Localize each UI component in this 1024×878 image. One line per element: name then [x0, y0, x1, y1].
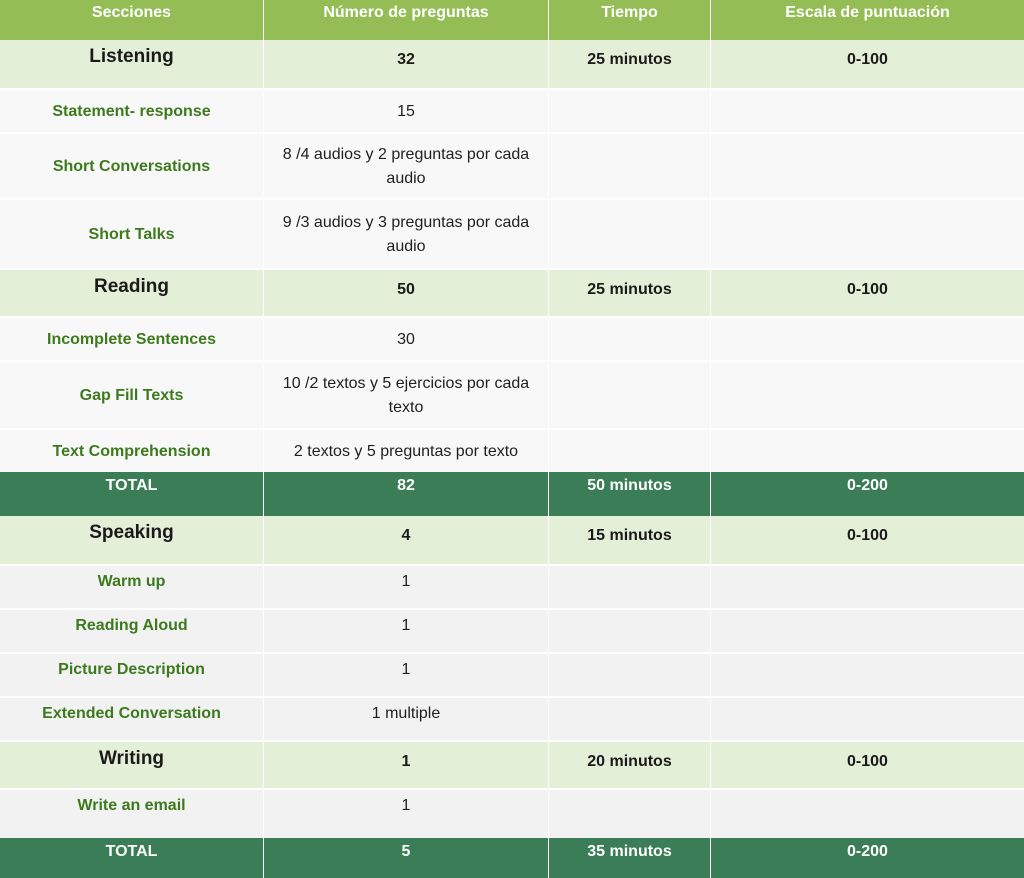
item-name: Extended Conversation — [42, 705, 221, 722]
total-time: 35 minutos — [548, 838, 710, 878]
section-time: 20 minutos — [548, 742, 710, 790]
table-row — [0, 316, 1024, 362]
item-name: Incomplete Sentences — [47, 331, 216, 348]
section-name: Listening — [89, 46, 174, 67]
section-questions: 50 — [263, 270, 548, 318]
total-row-1 — [0, 472, 1024, 516]
table-header — [0, 0, 1024, 40]
total-questions: 5 — [263, 838, 548, 878]
total-label: TOTAL — [105, 477, 158, 494]
section-time: 25 minutos — [548, 40, 710, 88]
item-name: Write an email — [77, 797, 186, 814]
table-row — [0, 696, 1024, 742]
item-name: Warm up — [97, 573, 166, 590]
section-questions: 4 — [263, 516, 548, 564]
item-name: Text Comprehension — [52, 443, 211, 460]
item-name: Statement- response — [52, 103, 211, 120]
section-row-speaking — [0, 516, 1024, 564]
table-row — [0, 652, 1024, 698]
item-questions: 2 textos y 5 preguntas por texto — [263, 430, 548, 474]
section-row-listening — [0, 40, 1024, 88]
item-questions: 9 /3 audios y 3 preguntas por cada audio — [263, 200, 548, 270]
table-row — [0, 608, 1024, 654]
header-escala: Escala de puntuación — [710, 0, 1024, 40]
item-questions: 8 /4 audios y 2 preguntas por cada audio — [263, 134, 548, 200]
item-name: Reading Aloud — [75, 617, 188, 634]
section-name: Writing — [98, 748, 165, 769]
section-time: 25 minutos — [548, 270, 710, 318]
table-row — [0, 428, 1024, 474]
header-secciones: Secciones — [91, 4, 172, 21]
section-row-writing — [0, 740, 1024, 790]
item-name: Picture Description — [58, 661, 205, 678]
section-scale: 0-100 — [710, 516, 1024, 564]
section-name: Speaking — [89, 522, 174, 543]
item-questions: 10 /2 textos y 5 ejercicios por cada texto — [263, 362, 548, 430]
item-questions: 15 — [263, 90, 548, 134]
total-row-2 — [0, 838, 1024, 878]
total-scale: 0-200 — [710, 838, 1024, 878]
table-row — [0, 88, 1024, 134]
item-name: Gap Fill Texts — [79, 387, 184, 404]
table-row — [0, 132, 1024, 200]
item-questions: 1 multiple — [263, 698, 548, 742]
table-row — [0, 198, 1024, 270]
section-questions: 32 — [263, 40, 548, 88]
total-time: 50 minutos — [548, 472, 710, 516]
item-questions: 1 — [263, 566, 548, 610]
item-questions: 1 — [263, 654, 548, 698]
section-scale: 0-100 — [710, 270, 1024, 318]
total-label: TOTAL — [105, 843, 158, 860]
total-questions: 82 — [263, 472, 548, 516]
item-name: Short Talks — [88, 226, 175, 243]
section-name: Reading — [94, 276, 169, 297]
section-time: 15 minutos — [548, 516, 710, 564]
item-questions: 1 — [263, 610, 548, 654]
section-row-reading — [0, 268, 1024, 318]
item-questions: 1 — [263, 790, 548, 840]
header-numero-preguntas: Número de preguntas — [263, 0, 548, 40]
table-row — [0, 360, 1024, 430]
section-scale: 0-100 — [710, 742, 1024, 790]
table-row — [0, 564, 1024, 610]
total-scale: 0-200 — [710, 472, 1024, 516]
header-tiempo: Tiempo — [548, 0, 710, 40]
item-questions: 30 — [263, 318, 548, 362]
section-questions: 1 — [263, 742, 548, 790]
item-name: Short Conversations — [52, 158, 211, 175]
section-scale: 0-100 — [710, 40, 1024, 88]
table-row — [0, 788, 1024, 840]
